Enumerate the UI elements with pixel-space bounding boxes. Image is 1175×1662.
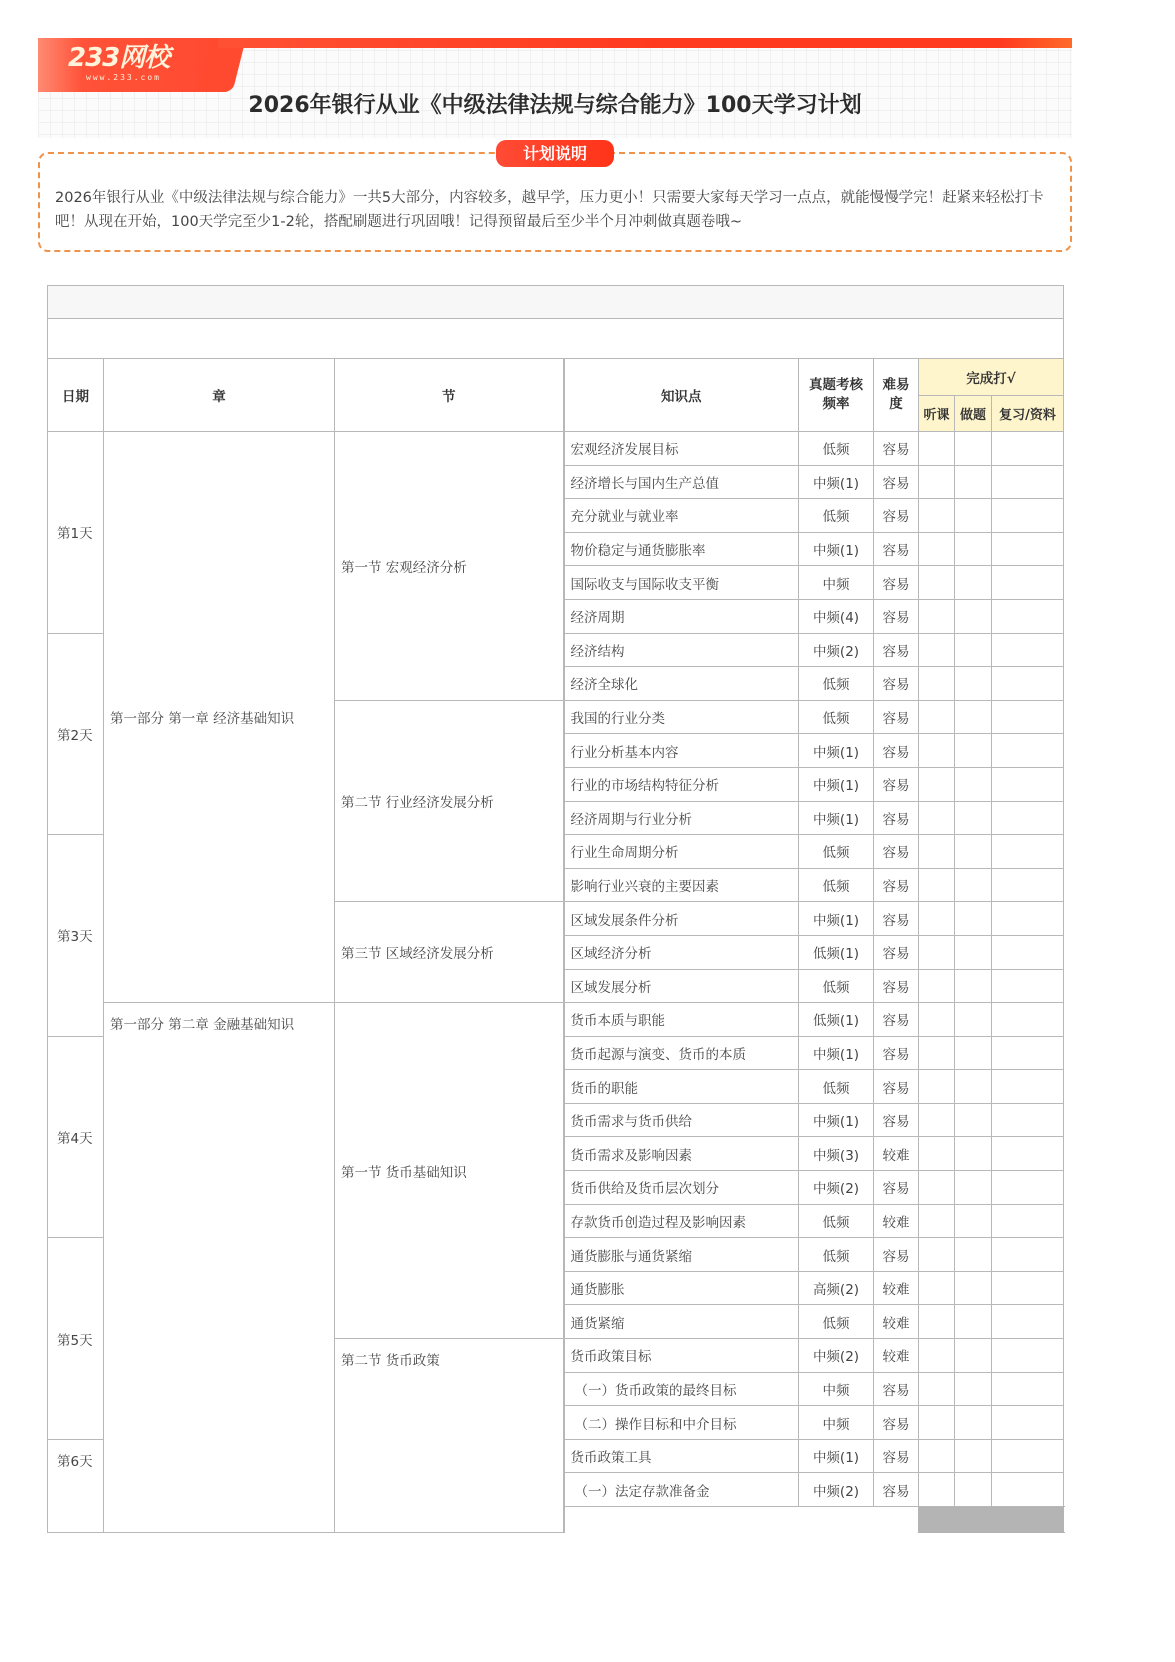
review-checkbox-cell[interactable] [992, 499, 1064, 533]
difficulty-cell: 容易 [874, 1103, 919, 1137]
frequency-cell: 低频 [799, 868, 874, 902]
difficulty-cell: 容易 [874, 868, 919, 902]
practice-checkbox-cell[interactable] [955, 599, 992, 633]
table-row [48, 432, 1064, 466]
frequency-cell: 低频 [799, 1305, 874, 1339]
day-cell: 第1天 [48, 432, 104, 634]
difficulty-cell: 容易 [874, 700, 919, 734]
difficulty-cell: 容易 [874, 1473, 919, 1507]
difficulty-cell: 容易 [874, 499, 919, 533]
listen-checkbox-cell[interactable] [919, 566, 955, 600]
listen-checkbox-cell[interactable] [919, 902, 955, 936]
listen-checkbox-cell[interactable] [919, 1372, 955, 1406]
section-cell: 第一节 货币基础知识 [335, 1003, 564, 1339]
knowledge-point: 货币的职能 [564, 1070, 799, 1104]
listen-checkbox-cell[interactable] [919, 1003, 955, 1037]
listen-checkbox-cell[interactable] [919, 1339, 955, 1373]
knowledge-point: 经济周期与行业分析 [564, 801, 799, 835]
header-practice: 做题 [955, 396, 992, 432]
listen-checkbox-cell[interactable] [919, 633, 955, 667]
knowledge-point: 经济增长与国内生产总值 [564, 465, 799, 499]
logo-url: www.233.com [86, 73, 161, 82]
difficulty-cell: 容易 [874, 633, 919, 667]
frequency-cell: 中频(3) [799, 1137, 874, 1171]
difficulty-cell: 较难 [874, 1339, 919, 1373]
practice-checkbox-cell[interactable] [955, 801, 992, 835]
knowledge-point: 通货膨胀与通货紧缩 [564, 1238, 799, 1272]
day-cell: 第5天 [48, 1238, 104, 1440]
difficulty-cell: 容易 [874, 566, 919, 600]
table-body [48, 432, 1064, 1533]
practice-checkbox-cell[interactable] [955, 1439, 992, 1473]
practice-checkbox-cell[interactable] [955, 1070, 992, 1104]
table-row [48, 1003, 1064, 1037]
day-cell: 第6天 [48, 1439, 104, 1532]
frequency-cell: 高频(2) [799, 1271, 874, 1305]
difficulty-cell: 容易 [874, 1171, 919, 1205]
review-checkbox-cell[interactable] [992, 801, 1064, 835]
difficulty-cell: 容易 [874, 935, 919, 969]
difficulty-cell: 容易 [874, 599, 919, 633]
frequency-cell: 中频(1) [799, 532, 874, 566]
frequency-cell: 低频 [799, 1070, 874, 1104]
knowledge-point: 物价稳定与通货膨胀率 [564, 532, 799, 566]
knowledge-point: 国际收支与国际收支平衡 [564, 566, 799, 600]
header-frequency: 真题考核频率 [799, 359, 874, 432]
review-checkbox-cell[interactable] [992, 465, 1064, 499]
knowledge-point: 货币本质与职能 [564, 1003, 799, 1037]
difficulty-cell: 较难 [874, 1204, 919, 1238]
frequency-cell: 低频 [799, 835, 874, 869]
practice-checkbox-cell[interactable] [955, 868, 992, 902]
knowledge-point: 通货紧缩 [564, 1305, 799, 1339]
review-checkbox-cell[interactable] [992, 1070, 1064, 1104]
practice-checkbox-cell[interactable] [955, 1003, 992, 1037]
frequency-cell: 中频(4) [799, 599, 874, 633]
knowledge-point: 货币供给及货币层次划分 [564, 1171, 799, 1205]
review-checkbox-cell[interactable] [992, 1372, 1064, 1406]
review-checkbox-cell[interactable] [992, 599, 1064, 633]
review-checkbox-cell[interactable] [992, 835, 1064, 869]
listen-checkbox-cell[interactable] [919, 499, 955, 533]
review-checkbox-cell[interactable] [992, 1137, 1064, 1171]
difficulty-cell: 容易 [874, 969, 919, 1003]
plan-description-text: 2026年银行从业《中级法律法规与综合能力》一共5大部分，内容较多，越早学，压力更小！只需要大家每天学习一点点，就能慢慢学完！赶紧来轻松打卡吧！从现在开始，100天学完至少1-2轮，搭配刷题进行巩固哦！记得预留最后至少半个月冲刺做真题卷哦~ [55, 190, 1044, 230]
frequency-cell: 中频(2) [799, 633, 874, 667]
study-plan-table [47, 285, 1064, 1533]
frequency-cell: 低频 [799, 969, 874, 1003]
knowledge-point: 存款货币创造过程及影响因素 [564, 1204, 799, 1238]
day-cell: 第2天 [48, 633, 104, 835]
listen-checkbox-cell[interactable] [919, 734, 955, 768]
review-checkbox-cell[interactable] [992, 1036, 1064, 1070]
knowledge-point: 我国的行业分类 [564, 700, 799, 734]
practice-checkbox-cell[interactable] [955, 1372, 992, 1406]
frequency-cell: 中频(1) [799, 734, 874, 768]
knowledge-point: 影响行业兴衰的主要因素 [564, 868, 799, 902]
frequency-cell: 低频(1) [799, 935, 874, 969]
difficulty-cell: 容易 [874, 1036, 919, 1070]
header-chapter: 章 [104, 359, 335, 432]
listen-checkbox-cell[interactable] [919, 1406, 955, 1440]
review-checkbox-cell[interactable] [992, 1238, 1064, 1272]
knowledge-point: 货币需求与货币供给 [564, 1103, 799, 1137]
header-review: 复习/资料 [992, 396, 1064, 432]
review-checkbox-cell[interactable] [992, 1171, 1064, 1205]
knowledge-point: 区域发展条件分析 [564, 902, 799, 936]
review-checkbox-cell[interactable] [992, 700, 1064, 734]
knowledge-point: 行业分析基本内容 [564, 734, 799, 768]
frequency-cell: 低频 [799, 667, 874, 701]
header-section: 节 [335, 359, 564, 432]
practice-checkbox-cell[interactable] [955, 1204, 992, 1238]
chapter-cell: 第一部分 第二章 金融基础知识 [104, 1003, 335, 1533]
difficulty-cell: 容易 [874, 667, 919, 701]
knowledge-point: （二）操作目标和中介目标 [564, 1406, 799, 1440]
listen-checkbox-cell[interactable] [919, 935, 955, 969]
practice-checkbox-cell[interactable] [955, 1036, 992, 1070]
difficulty-cell: 容易 [874, 835, 919, 869]
frequency-cell: 低频 [799, 1238, 874, 1272]
practice-checkbox-cell[interactable] [955, 432, 992, 466]
practice-checkbox-cell[interactable] [955, 1238, 992, 1272]
practice-checkbox-cell[interactable] [955, 1271, 992, 1305]
review-checkbox-cell[interactable] [992, 532, 1064, 566]
review-checkbox-cell[interactable] [992, 1103, 1064, 1137]
frequency-cell: 中频(2) [799, 1473, 874, 1507]
difficulty-cell: 容易 [874, 465, 919, 499]
logo: 233网校 [68, 43, 170, 73]
knowledge-point: 充分就业与就业率 [564, 499, 799, 533]
practice-checkbox-cell[interactable] [955, 633, 992, 667]
knowledge-point: 区域经济分析 [564, 935, 799, 969]
difficulty-cell: 较难 [874, 1305, 919, 1339]
frequency-cell: 低频 [799, 499, 874, 533]
footer-left-blank [564, 1507, 919, 1533]
listen-checkbox-cell[interactable] [919, 1238, 955, 1272]
difficulty-cell: 容易 [874, 1406, 919, 1440]
difficulty-cell: 容易 [874, 801, 919, 835]
knowledge-point: 经济周期 [564, 599, 799, 633]
listen-checkbox-cell[interactable] [919, 432, 955, 466]
frequency-cell: 中频(1) [799, 801, 874, 835]
listen-checkbox-cell[interactable] [919, 767, 955, 801]
difficulty-cell: 容易 [874, 767, 919, 801]
frequency-cell: 低频 [799, 1204, 874, 1238]
frequency-cell: 低频 [799, 700, 874, 734]
review-checkbox-cell[interactable] [992, 566, 1064, 600]
knowledge-point: 经济全球化 [564, 667, 799, 701]
difficulty-cell: 容易 [874, 1372, 919, 1406]
practice-checkbox-cell[interactable] [955, 566, 992, 600]
difficulty-cell: 容易 [874, 1070, 919, 1104]
listen-checkbox-cell[interactable] [919, 1473, 955, 1507]
listen-checkbox-cell[interactable] [919, 532, 955, 566]
practice-checkbox-cell[interactable] [955, 667, 992, 701]
section-cell: 第三节 区域经济发展分析 [335, 902, 564, 1003]
review-checkbox-cell[interactable] [992, 734, 1064, 768]
frequency-cell: 中频(1) [799, 1036, 874, 1070]
review-checkbox-cell[interactable] [992, 1473, 1064, 1507]
listen-checkbox-cell[interactable] [919, 1439, 955, 1473]
knowledge-point: （一）货币政策的最终目标 [564, 1372, 799, 1406]
difficulty-cell: 较难 [874, 1137, 919, 1171]
practice-checkbox-cell[interactable] [955, 1137, 992, 1171]
plan-badge: 计划说明 [496, 140, 614, 167]
practice-checkbox-cell[interactable] [955, 734, 992, 768]
listen-checkbox-cell[interactable] [919, 1271, 955, 1305]
practice-checkbox-cell[interactable] [955, 499, 992, 533]
difficulty-cell: 容易 [874, 734, 919, 768]
difficulty-cell: 较难 [874, 1271, 919, 1305]
practice-checkbox-cell[interactable] [955, 935, 992, 969]
section-cell: 第二节 行业经济发展分析 [335, 700, 564, 902]
knowledge-point: 区域发展分析 [564, 969, 799, 1003]
footer-gray-bar [919, 1507, 1064, 1533]
listen-checkbox-cell[interactable] [919, 465, 955, 499]
header-listen: 听课 [919, 396, 955, 432]
practice-checkbox-cell[interactable] [955, 1305, 992, 1339]
review-checkbox-cell[interactable] [992, 1305, 1064, 1339]
review-checkbox-cell[interactable] [992, 969, 1064, 1003]
header-done: 完成打√ [919, 359, 1064, 396]
review-checkbox-cell[interactable] [992, 902, 1064, 936]
review-checkbox-cell[interactable] [992, 935, 1064, 969]
frequency-cell: 低频 [799, 432, 874, 466]
day-cell: 第4天 [48, 1036, 104, 1238]
listen-checkbox-cell[interactable] [919, 1103, 955, 1137]
knowledge-point: （一）法定存款准备金 [564, 1473, 799, 1507]
frequency-cell: 中频(1) [799, 1439, 874, 1473]
frequency-cell: 中频 [799, 566, 874, 600]
knowledge-point: 货币起源与演变、货币的本质 [564, 1036, 799, 1070]
listen-checkbox-cell[interactable] [919, 599, 955, 633]
listen-checkbox-cell[interactable] [919, 1171, 955, 1205]
review-checkbox-cell[interactable] [992, 633, 1064, 667]
frequency-cell: 中频(1) [799, 465, 874, 499]
listen-checkbox-cell[interactable] [919, 1204, 955, 1238]
table-top-band [48, 286, 1064, 319]
practice-checkbox-cell[interactable] [955, 969, 992, 1003]
header-knowledge: 知识点 [564, 359, 799, 432]
practice-checkbox-cell[interactable] [955, 465, 992, 499]
knowledge-point: 通货膨胀 [564, 1271, 799, 1305]
review-checkbox-cell[interactable] [992, 1406, 1064, 1440]
knowledge-point: 经济结构 [564, 633, 799, 667]
listen-checkbox-cell[interactable] [919, 868, 955, 902]
practice-checkbox-cell[interactable] [955, 1339, 992, 1373]
practice-checkbox-cell[interactable] [955, 767, 992, 801]
section-cell: 第二节 货币政策 [335, 1339, 564, 1533]
listen-checkbox-cell[interactable] [919, 1305, 955, 1339]
knowledge-point: 行业的市场结构特征分析 [564, 767, 799, 801]
day-cell: 第3天 [48, 835, 104, 1037]
practice-checkbox-cell[interactable] [955, 902, 992, 936]
practice-checkbox-cell[interactable] [955, 835, 992, 869]
difficulty-cell: 容易 [874, 902, 919, 936]
header-date: 日期 [48, 359, 104, 432]
knowledge-point: 货币政策目标 [564, 1339, 799, 1373]
study-plan-table-wrapper [47, 285, 1063, 1533]
frequency-cell: 中频(1) [799, 767, 874, 801]
review-checkbox-cell[interactable] [992, 432, 1064, 466]
practice-checkbox-cell[interactable] [955, 1406, 992, 1440]
frequency-cell: 中频(1) [799, 1103, 874, 1137]
review-checkbox-cell[interactable] [992, 767, 1064, 801]
practice-checkbox-cell[interactable] [955, 1103, 992, 1137]
page-title: 2026年银行从业《中级法律法规与综合能力》100天学习计划 [248, 93, 862, 118]
review-checkbox-cell[interactable] [992, 667, 1064, 701]
review-checkbox-cell[interactable] [992, 1271, 1064, 1305]
listen-checkbox-cell[interactable] [919, 801, 955, 835]
difficulty-cell: 容易 [874, 432, 919, 466]
knowledge-point: 货币政策工具 [564, 1439, 799, 1473]
practice-checkbox-cell[interactable] [955, 1473, 992, 1507]
knowledge-point: 宏观经济发展目标 [564, 432, 799, 466]
practice-checkbox-cell[interactable] [955, 700, 992, 734]
difficulty-cell: 容易 [874, 1003, 919, 1037]
table-blank-row [48, 319, 1064, 359]
difficulty-cell: 容易 [874, 532, 919, 566]
knowledge-point: 货币需求及影响因素 [564, 1137, 799, 1171]
section-cell: 第一节 宏观经济分析 [335, 432, 564, 701]
header-difficulty: 难易度 [874, 359, 919, 432]
review-checkbox-cell[interactable] [992, 868, 1064, 902]
difficulty-cell: 容易 [874, 1238, 919, 1272]
listen-checkbox-cell[interactable] [919, 700, 955, 734]
listen-checkbox-cell[interactable] [919, 667, 955, 701]
review-checkbox-cell[interactable] [992, 1339, 1064, 1373]
listen-checkbox-cell[interactable] [919, 969, 955, 1003]
review-checkbox-cell[interactable] [992, 1003, 1064, 1037]
listen-checkbox-cell[interactable] [919, 1036, 955, 1070]
practice-checkbox-cell[interactable] [955, 1171, 992, 1205]
frequency-cell: 中频 [799, 1372, 874, 1406]
frequency-cell: 中频(2) [799, 1339, 874, 1373]
review-checkbox-cell[interactable] [992, 1204, 1064, 1238]
review-checkbox-cell[interactable] [992, 1439, 1064, 1473]
knowledge-point: 行业生命周期分析 [564, 835, 799, 869]
practice-checkbox-cell[interactable] [955, 532, 992, 566]
difficulty-cell: 容易 [874, 1439, 919, 1473]
listen-checkbox-cell[interactable] [919, 835, 955, 869]
chapter-cell: 第一部分 第一章 经济基础知识 [104, 432, 335, 1003]
frequency-cell: 低频(1) [799, 1003, 874, 1037]
frequency-cell: 中频 [799, 1406, 874, 1440]
listen-checkbox-cell[interactable] [919, 1137, 955, 1171]
frequency-cell: 中频(2) [799, 1171, 874, 1205]
frequency-cell: 中频(1) [799, 902, 874, 936]
listen-checkbox-cell[interactable] [919, 1070, 955, 1104]
